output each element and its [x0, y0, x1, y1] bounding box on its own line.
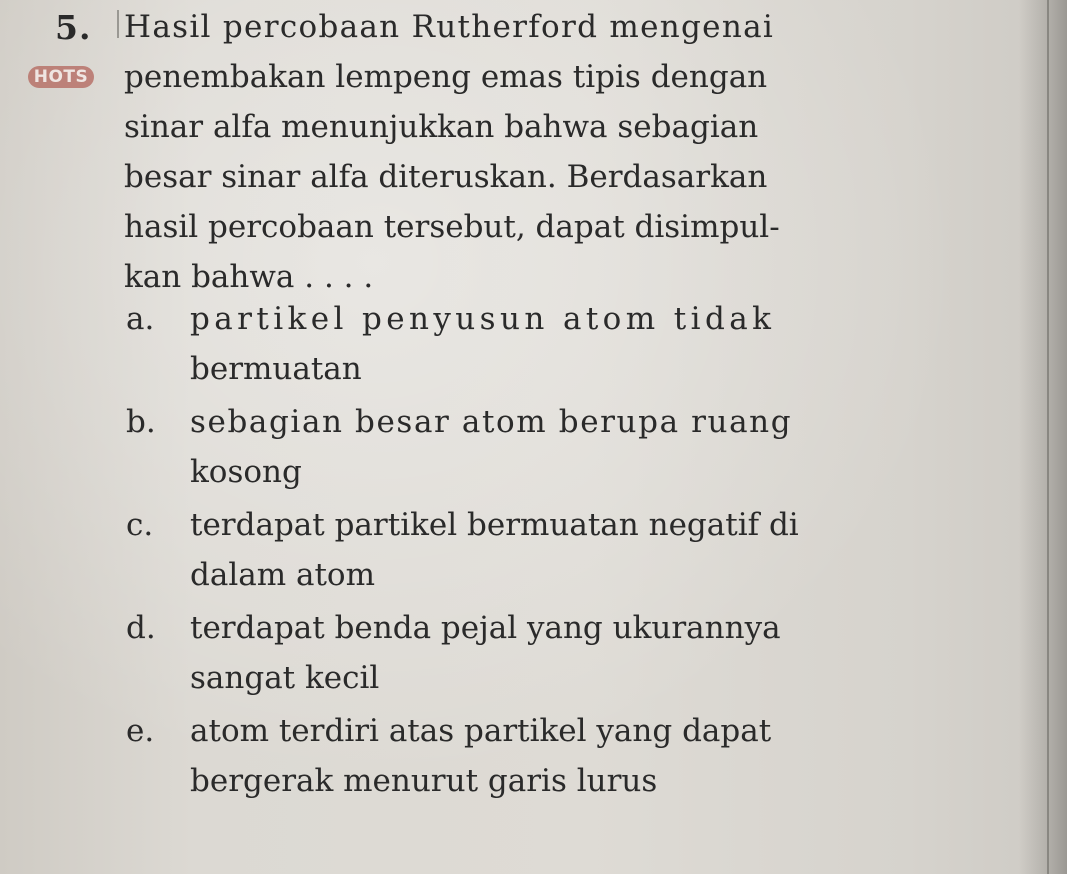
- option-text: [190, 706, 870, 806]
- option-text-line: terdapat partikel bermuatan negatif di: [190, 507, 799, 543]
- option-e: [122, 706, 862, 809]
- stem-line: kan bahwa . . . .: [124, 259, 374, 295]
- question-stem: [124, 2, 884, 302]
- question-number-marker: [106, 10, 119, 38]
- question-number: 5.: [55, 8, 92, 47]
- page-edge-shadow: [1019, 0, 1067, 874]
- stem-line: penembakan lempeng emas tipis dengan: [124, 59, 768, 95]
- option-text-line: partikel penyusun atom tidak: [190, 301, 776, 337]
- option-a: [122, 294, 862, 397]
- option-d: [122, 603, 862, 706]
- hots-badge: HOTS: [28, 66, 94, 88]
- option-text-line: kosong: [190, 454, 302, 490]
- stem-line: besar sinar alfa diteruskan. Berdasarkan: [124, 159, 768, 195]
- option-letter: d.: [126, 610, 156, 646]
- option-text-line: bergerak menurut garis lurus: [190, 763, 658, 799]
- option-letter: b.: [126, 404, 156, 440]
- option-text-line: atom terdiri atas partikel yang dapat: [190, 713, 772, 749]
- option-b: [122, 397, 862, 500]
- answer-options: [122, 294, 862, 809]
- option-text-line: dalam atom: [190, 557, 375, 593]
- option-text-line: sangat kecil: [190, 660, 380, 696]
- option-letter: a.: [126, 301, 155, 337]
- option-letter: e.: [126, 713, 155, 749]
- option-text: [190, 397, 870, 497]
- option-text-line: terdapat benda pejal yang ukurannya: [190, 610, 781, 646]
- stem-line: hasil percobaan tersebut, dapat disimpul-: [124, 209, 780, 245]
- option-text-line: sebagian besar atom berupa ruang: [190, 404, 793, 440]
- stem-line: sinar alfa menunjukkan bahwa sebagian: [124, 109, 759, 145]
- option-text-line: bermuatan: [190, 351, 362, 387]
- page-edge-line: [1047, 0, 1049, 874]
- option-text: [190, 500, 870, 600]
- option-text: [190, 294, 870, 394]
- option-c: [122, 500, 862, 603]
- option-text: [190, 603, 870, 703]
- option-letter: c.: [126, 507, 154, 543]
- stem-line: Hasil percobaan Rutherford mengenai: [124, 9, 775, 45]
